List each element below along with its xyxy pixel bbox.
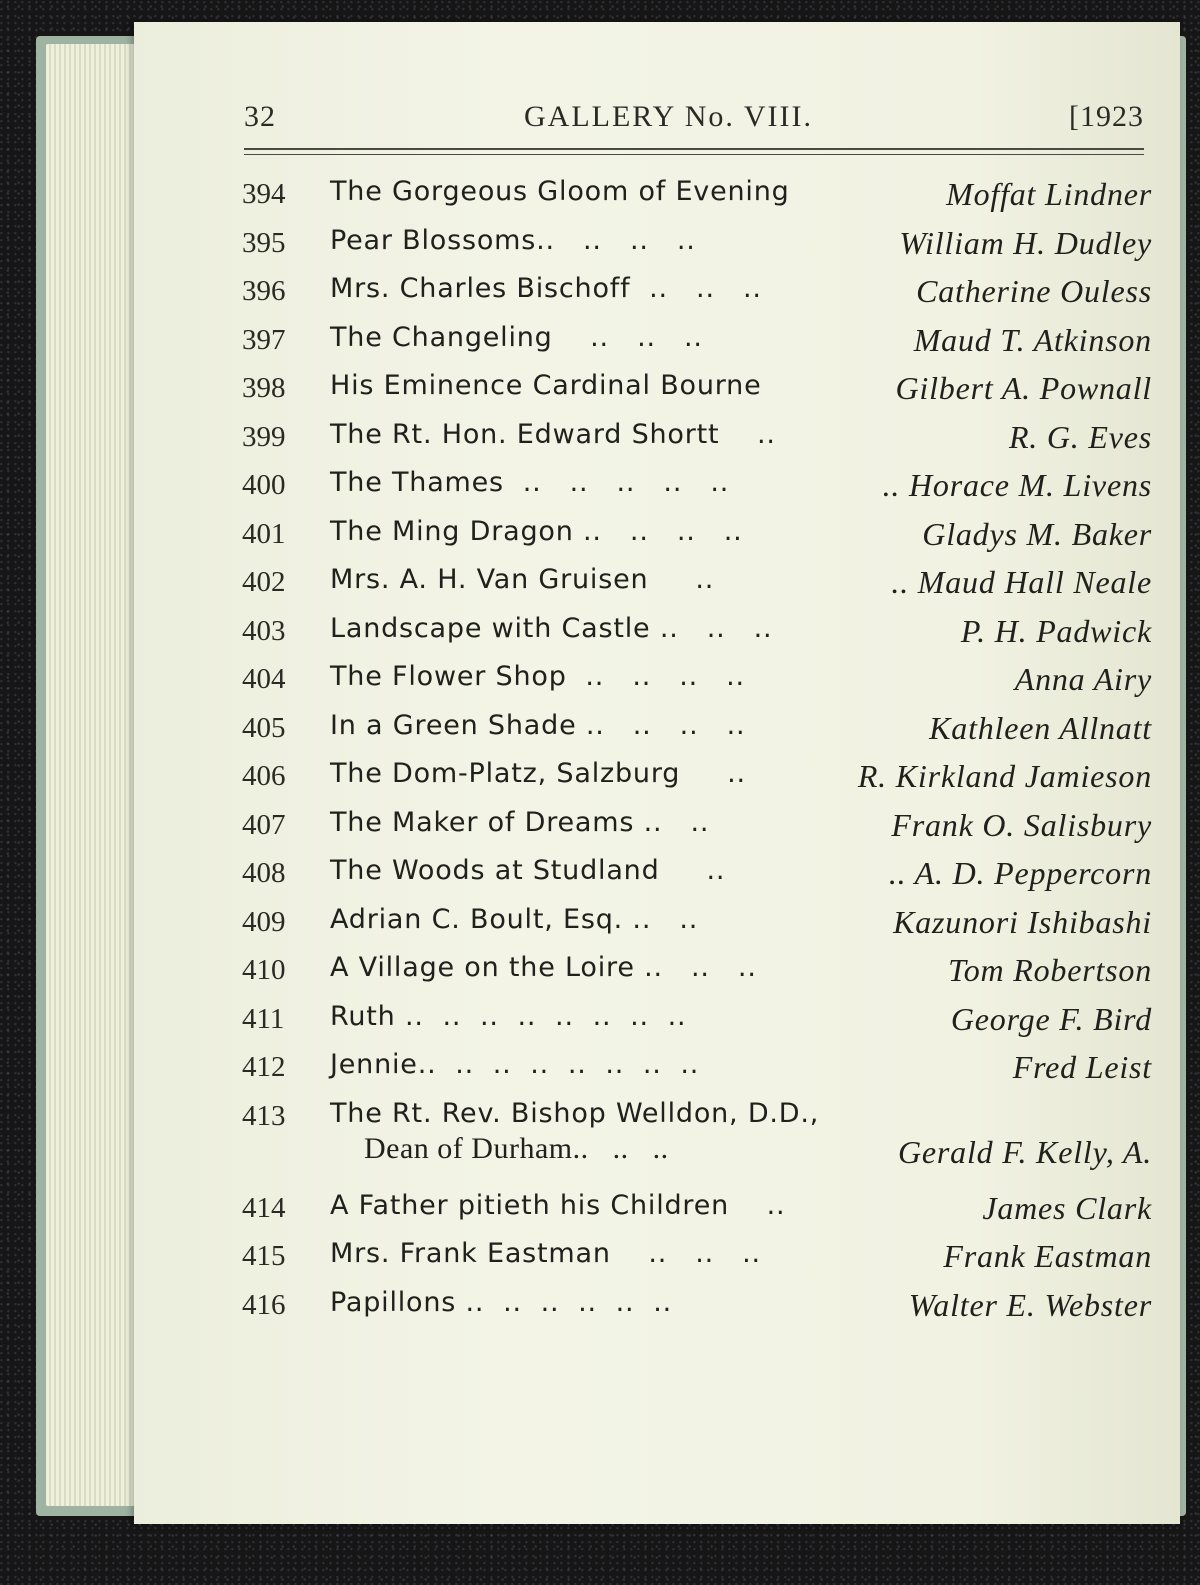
entry-number: 413	[242, 1099, 286, 1132]
entry-title: The Changeling .. .. ..	[330, 321, 703, 353]
entry-artist: P. H. Padwick	[960, 612, 1152, 649]
entry-title: His Eminence Cardinal Bourne	[330, 370, 762, 401]
list-item	[242, 463, 1152, 512]
entry-title: Jennie.. .. .. .. .. .. .. ..	[330, 1049, 700, 1080]
entry-artist: Frank Eastman	[943, 1238, 1152, 1274]
entry-artist: Moffat Lindner	[946, 176, 1152, 212]
entry-number: 397	[242, 323, 286, 356]
list-item	[242, 851, 1152, 900]
list-item	[242, 948, 1152, 997]
entry-title: Adrian C. Boult, Esq. .. ..	[330, 903, 699, 935]
list-item	[242, 1186, 1152, 1235]
header-rule-thin	[244, 154, 1144, 155]
entry-number: 412	[242, 1051, 286, 1083]
list-item	[242, 803, 1152, 852]
entry-list	[242, 172, 1152, 1331]
entry-title: The Dom-Platz, Salzburg ..	[330, 758, 746, 789]
list-item	[242, 221, 1152, 270]
list-item	[242, 900, 1152, 949]
list-item	[242, 269, 1152, 318]
entry-artist: Anna Airy	[1014, 661, 1152, 697]
entry-number: 409	[242, 905, 286, 938]
entry-artist: Catherine Ouless	[916, 273, 1152, 309]
list-item	[242, 754, 1152, 803]
entry-number: 410	[242, 954, 286, 986]
entry-artist: Walter E. Webster	[908, 1286, 1152, 1323]
entry-number: 411	[242, 1002, 285, 1035]
entry-number: 403	[242, 614, 286, 647]
entry-title: The Flower Shop .. .. .. ..	[330, 661, 745, 692]
list-item	[242, 318, 1152, 367]
page-number: 32	[244, 100, 276, 133]
entry-number: 406	[242, 760, 286, 792]
page-header	[244, 100, 1144, 150]
entry-title-continued: Dean of Durham.. .. ..	[364, 1131, 669, 1165]
entry-number: 405	[242, 711, 286, 744]
list-item	[242, 1045, 1152, 1094]
entry-number: 394	[242, 178, 286, 210]
list-item	[242, 172, 1152, 221]
list-item	[242, 366, 1152, 415]
entry-title: The Ming Dragon .. .. .. ..	[330, 515, 743, 547]
header-rule	[244, 148, 1144, 150]
entry-artist: Kazunori Ishibashi	[893, 903, 1152, 940]
list-item	[242, 1234, 1152, 1283]
entry-number: 415	[242, 1240, 286, 1272]
list-item	[242, 1283, 1152, 1332]
entry-number: 416	[242, 1288, 286, 1321]
list-item	[242, 1094, 1152, 1186]
catalogue-page	[134, 22, 1180, 1524]
entry-artist: Gerald F. Kelly, A.	[897, 1133, 1152, 1170]
entry-number: 404	[242, 663, 286, 695]
entry-artist: Frank O. Salisbury	[891, 806, 1152, 843]
entry-title: Mrs. Frank Eastman .. .. ..	[330, 1238, 761, 1269]
page-year: [1923	[1069, 100, 1144, 133]
entry-artist: Kathleen Allnatt	[929, 709, 1152, 746]
entry-title: Mrs. A. H. Van Gruisen ..	[330, 564, 715, 595]
list-item	[242, 657, 1152, 706]
entry-number: 402	[242, 566, 286, 598]
entry-number: 395	[242, 226, 286, 259]
entry-title: The Woods at Studland ..	[330, 855, 726, 886]
entry-number: 414	[242, 1191, 286, 1224]
entry-title: The Gorgeous Gloom of Evening	[330, 176, 790, 207]
entry-artist: James Clark	[982, 1189, 1152, 1226]
entry-artist: R. Kirkland Jamieson	[857, 758, 1152, 794]
entry-title: The Rt. Rev. Bishop Welldon, D.D.,	[330, 1097, 820, 1129]
entry-title: Landscape with Castle .. .. ..	[330, 612, 773, 644]
list-item	[242, 512, 1152, 561]
entry-number: 401	[242, 517, 286, 550]
entry-artist: Maud T. Atkinson	[913, 321, 1152, 358]
entry-artist: Tom Robertson	[948, 952, 1152, 988]
entry-artist: Gladys M. Baker	[922, 515, 1152, 552]
entry-title: The Thames .. .. .. .. ..	[330, 467, 730, 498]
entry-artist: Gilbert A. Pownall	[895, 370, 1152, 406]
list-item	[242, 706, 1152, 755]
entry-artist: R. G. Eves	[1008, 418, 1152, 455]
list-item	[242, 997, 1152, 1046]
entry-title: A Village on the Loire .. .. ..	[330, 952, 757, 983]
entry-artist: .. Horace M. Livens	[882, 467, 1152, 503]
entry-title: Pear Blossoms.. .. .. ..	[330, 224, 696, 256]
entry-title: In a Green Shade .. .. .. ..	[330, 709, 746, 741]
entry-title: Mrs. Charles Bischoff .. .. ..	[330, 273, 762, 304]
entry-artist: .. A. D. Peppercorn	[888, 855, 1152, 891]
entry-number: 408	[242, 857, 286, 889]
entry-title: The Maker of Dreams .. ..	[330, 806, 710, 838]
entry-artist: .. Maud Hall Neale	[891, 564, 1152, 600]
list-item	[242, 609, 1152, 658]
entry-number: 399	[242, 420, 286, 453]
entry-number: 396	[242, 275, 286, 307]
entry-artist: Fred Leist	[1012, 1049, 1152, 1085]
entry-title: A Father pitieth his Children ..	[330, 1189, 786, 1221]
entry-title: The Rt. Hon. Edward Shortt ..	[330, 418, 776, 450]
list-item	[242, 415, 1152, 464]
entry-artist: William H. Dudley	[899, 224, 1152, 261]
entry-artist: George F. Bird	[950, 1000, 1152, 1037]
list-item	[242, 560, 1152, 609]
entry-title: Ruth .. .. .. .. .. .. .. ..	[330, 1000, 687, 1032]
entry-number: 407	[242, 808, 286, 841]
page-title: GALLERY No. VIII.	[524, 100, 813, 133]
entry-title: Papillons .. .. .. .. .. ..	[330, 1286, 672, 1318]
entry-number: 398	[242, 372, 286, 404]
entry-number: 400	[242, 469, 286, 501]
